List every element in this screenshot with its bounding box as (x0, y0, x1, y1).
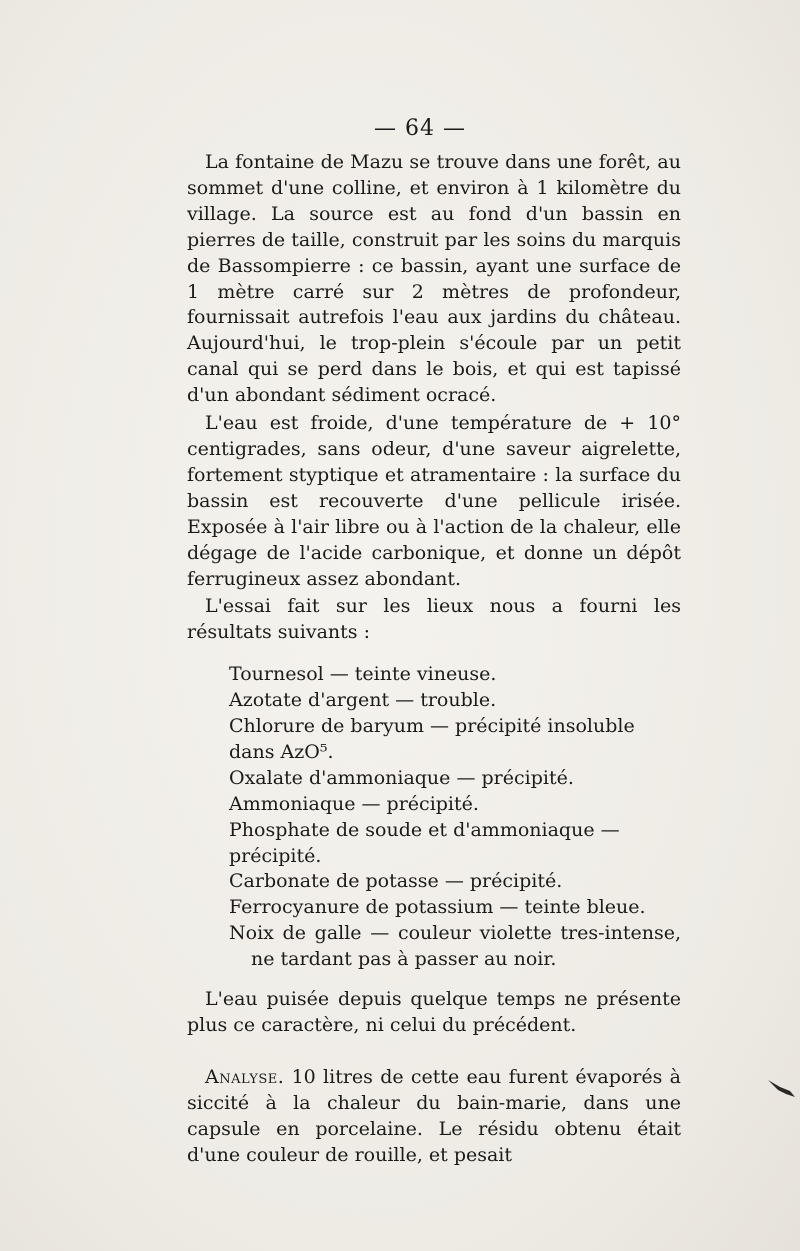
paragraph-analysis (187, 1065, 681, 1169)
list-item: Azotate d'argent — trouble. (229, 689, 497, 712)
page-number: — 64 — (374, 116, 466, 141)
analysis-heading: Analyse. (205, 1065, 285, 1088)
paragraph-mazu-fountain: La fontaine de Mazu se trouve dans une forêt, au sommet d'une colline, et environ à 1 kilomètre du village. La source est au fond d'un bassin en pierres de taille, construit par les soins du marquis de Bassompierre : ce bassin, ayant une surface de 1 mètre carré sur 2 mètres de profondeur, fournissait autrefois l'eau aux jardins du château. Aujourd'hui, le trop-plein s'écoule par un petit canal qui se perd dans le bois, et qui est tapissé d'un abondant sédiment ocracé. (187, 151, 681, 407)
body-text (187, 150, 681, 1169)
reagent-test-list (229, 662, 681, 973)
ink-smudge-icon (766, 1076, 796, 1098)
list-item: Noix de galle — couleur violette tres-intense, ne tardant pas à passer au noir. (229, 922, 681, 971)
list-item: Ammoniaque — précipité. (229, 792, 479, 815)
paragraph-water-properties: L'eau est froide, d'une température de + 10° centigrades, sans odeur, d'une saveur aigrelette, fortement styptique et atramentaire : la surface du bassin est recouverte d'une pellicule irisée. Exposée à l'air libre ou à l'action de la chaleur, elle dégage de l'acide carbonique, et donne un dépôt ferrugineux assez abondant. (187, 412, 681, 590)
list-item: Ferrocyanure de potassium — teinte bleue. (229, 896, 646, 919)
analysis-text: 10 litres de cette eau furent évaporés à siccité à la chaleur du bain-marie, dans une capsule en porcelaine. Le résidu obtenu était d'une couleur de rouille, et pesait (187, 1065, 681, 1166)
list-item: Oxalate d'ammoniaque — précipité. (229, 766, 574, 789)
list-item: Phosphate de soude et d'ammoniaque — précipité. (229, 818, 620, 867)
paragraph-field-test-intro: L'essai fait sur les lieux nous a fourni les résultats suivants : (187, 595, 681, 644)
list-item: Tournesol — teinte vineuse. (229, 663, 497, 686)
paragraph-stale-water: L'eau puisée depuis quelque temps ne présente plus ce caractère, ni celui du précédent. (187, 988, 681, 1036)
list-item: Chlorure de baryum — précipité insoluble dans AzO⁵. (229, 715, 635, 763)
list-item: Carbonate de potasse — précipité. (229, 870, 563, 893)
